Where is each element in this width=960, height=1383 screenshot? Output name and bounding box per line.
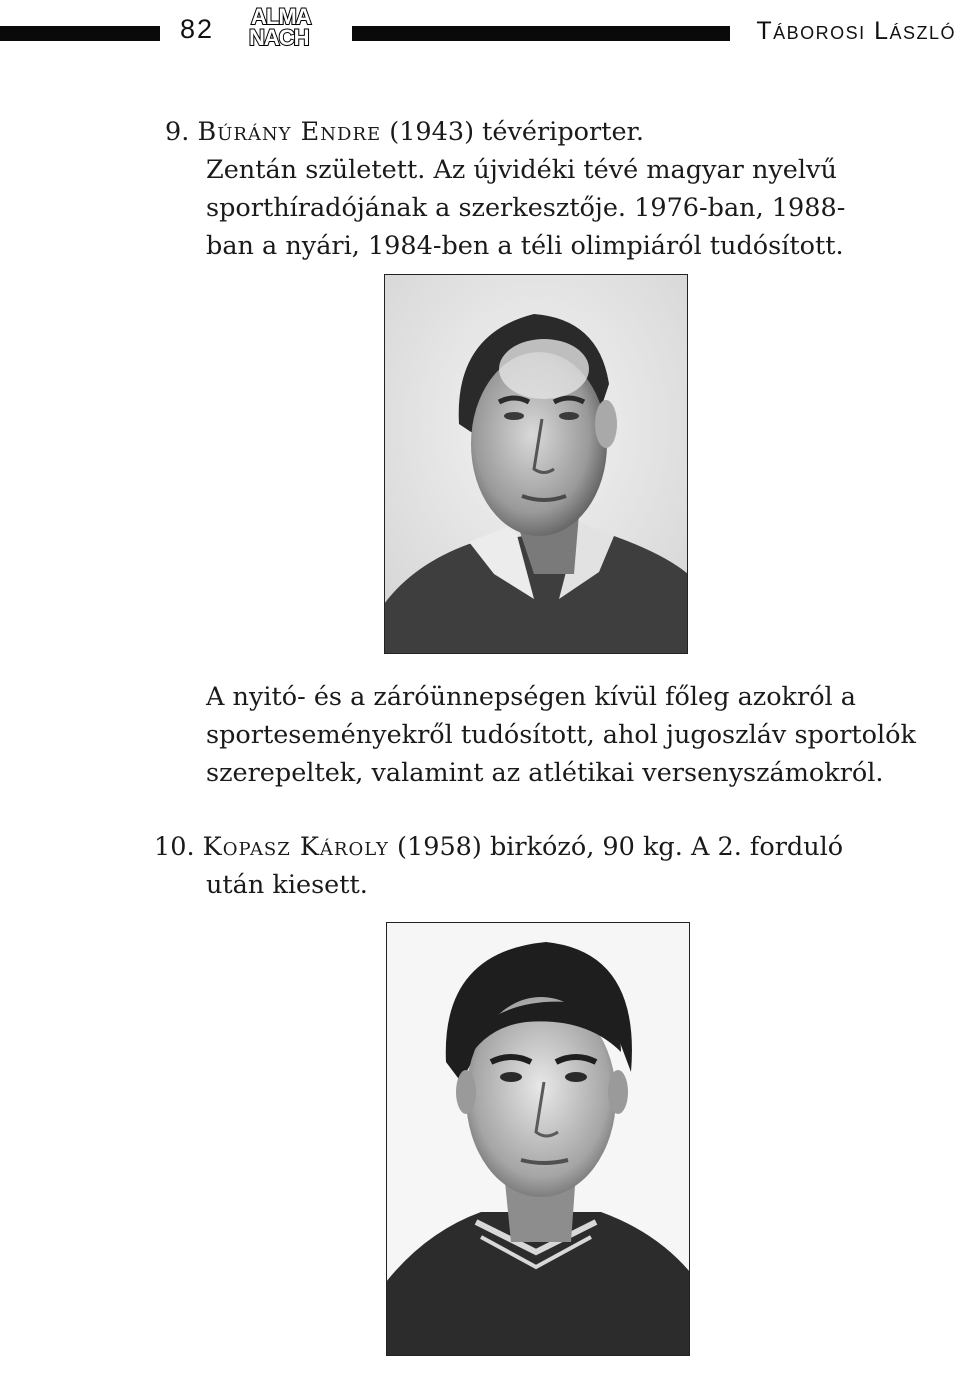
entry-9-line: sporteseményekről tudósított, ahol jugoszláv sportolók bbox=[206, 720, 916, 750]
running-head-author: Táborosi László bbox=[756, 17, 956, 45]
entry-number: 9. bbox=[165, 117, 190, 147]
portrait-photo-karoly bbox=[386, 922, 690, 1356]
entry-10-heading bbox=[154, 828, 843, 866]
entry-9-line: sporthíradójának a szerkesztője. 1976-ban, 1988- bbox=[206, 193, 846, 223]
entry-10-line: után kiesett. bbox=[206, 870, 368, 900]
entry-number: 10. bbox=[154, 832, 195, 862]
entry-9-line: ban a nyári, 1984-ben a téli olimpiáról tudósított. bbox=[206, 231, 844, 261]
page-number: 82 bbox=[180, 14, 215, 44]
almanach-logo bbox=[247, 4, 339, 52]
entry-9-line: A nyitó- és a záróünnepségen kívül főleg azokról a bbox=[206, 682, 857, 712]
portrait-photo-graphic bbox=[386, 922, 690, 1356]
entry-heading-rest: (1943) tévériporter. bbox=[381, 117, 645, 147]
header-rule-right bbox=[352, 26, 730, 41]
portrait-photo-graphic bbox=[384, 274, 688, 654]
entry-9-heading bbox=[165, 113, 644, 151]
portrait-photo-endre bbox=[384, 274, 688, 654]
logo-text-top: ALMA bbox=[251, 4, 311, 29]
header-rule-left bbox=[0, 26, 160, 41]
entry-name: Búrány Endre bbox=[197, 117, 382, 147]
entry-9-line: Zentán született. Az újvidéki tévé magyar nyelvű bbox=[206, 155, 837, 185]
entry-9-line: szerepeltek, valamint az atlétikai versenyszámokról. bbox=[206, 758, 884, 788]
entry-heading-rest: (1958) birkózó, 90 kg. A 2. forduló bbox=[388, 832, 844, 862]
entry-name: Kopasz Károly bbox=[202, 832, 389, 862]
logo-text-bottom: NACH bbox=[249, 25, 309, 50]
